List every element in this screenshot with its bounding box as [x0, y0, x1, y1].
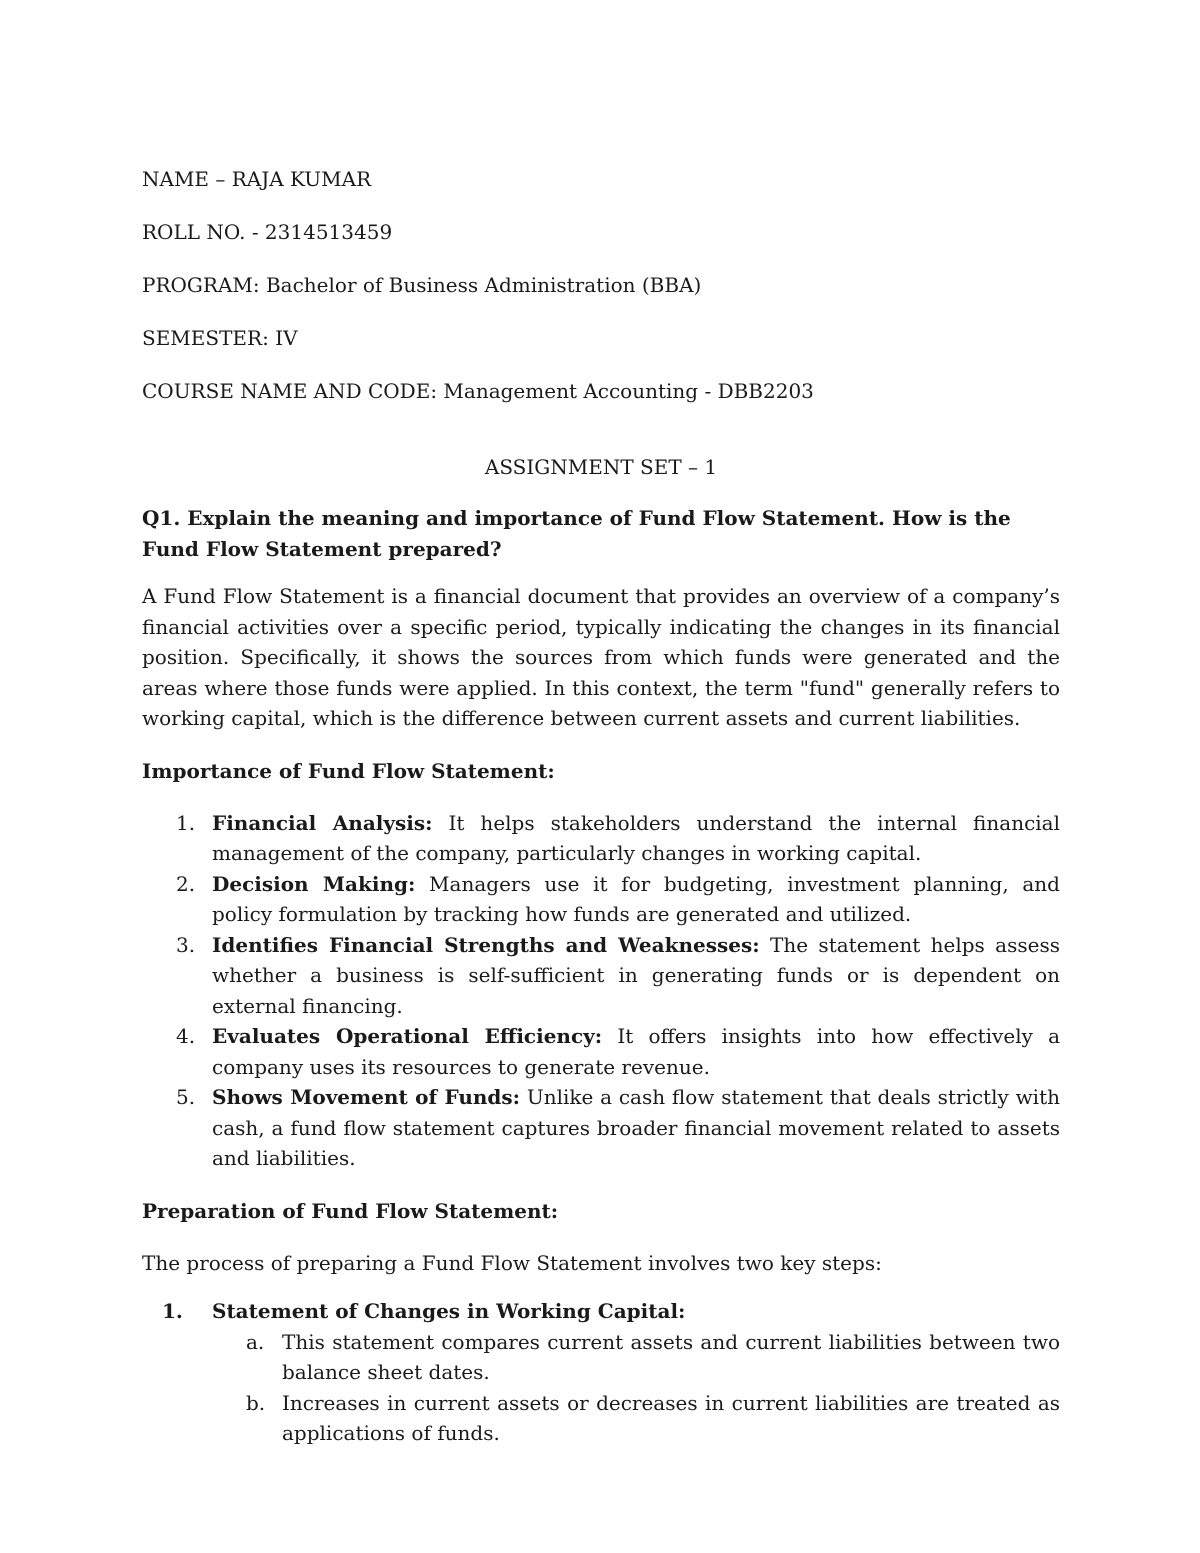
- list-item: [142, 930, 1060, 1022]
- step-title: Statement of Changes in Working Capital:: [212, 1299, 686, 1323]
- course-name-code: COURSE NAME AND CODE: Management Accounting - DBB2203: [142, 379, 814, 403]
- list-item-term: Identifies Financial Strengths and Weaknesses:: [212, 932, 760, 957]
- semester: SEMESTER: IV: [142, 326, 298, 350]
- substep-letter: a.: [246, 1329, 265, 1354]
- step-item: [142, 1296, 1060, 1449]
- roll-number: ROLL NO. - 2314513459: [142, 220, 393, 244]
- list-item-text: Unlike a cash flow statement that deals strictly with cash, a fund flow statement captures broader financial movement related to assets and liabilities.: [212, 1085, 1060, 1170]
- list-item-text: Managers use it for budgeting, investment planning, and policy formulation by tracking how funds are generated and utilized.: [212, 871, 1060, 926]
- substep-text: This statement compares current assets and current liabilities between two balance sheet dates.: [282, 1329, 1060, 1384]
- intro-paragraph: A Fund Flow Statement is a financial document that provides an overview of a company’s financial activities over a specific period, typically indicating the changes in its financial position. Specifically, it shows the sources from which funds were generated and the areas where those funds were applied. In this context, the term "fund" generally refers to working capital, which is the difference between current assets and current liabilities.: [142, 584, 1060, 730]
- importance-list: [142, 808, 1060, 1174]
- substep-letter: b.: [246, 1390, 266, 1415]
- document-page: [142, 165, 1060, 1449]
- list-item: [142, 1021, 1060, 1082]
- substep-list: [142, 1327, 1060, 1449]
- list-number: 3.: [176, 932, 196, 957]
- student-name: NAME – RAJA KUMAR: [142, 167, 372, 191]
- program: PROGRAM: Bachelor of Business Administration (BBA): [142, 273, 702, 297]
- list-item-term: Financial Analysis:: [212, 810, 433, 835]
- list-item-text: It helps stakeholders understand the internal financial management of the company, particularly changes in working capital.: [212, 810, 1061, 865]
- list-number: 1.: [176, 810, 196, 835]
- list-number: 2.: [176, 871, 196, 896]
- list-item-term: Shows Movement of Funds:: [212, 1085, 521, 1109]
- substep-text: Increases in current assets or decreases in current liabilities are treated as applications of funds.: [282, 1390, 1060, 1445]
- step-number: 1.: [162, 1299, 183, 1323]
- preparation-heading: Preparation of Fund Flow Statement:: [142, 1198, 559, 1223]
- preparation-steps: [142, 1296, 1060, 1449]
- list-number: 4.: [176, 1024, 196, 1048]
- list-item-text: It offers insights into how effectively a company uses its resources to generate revenue.: [212, 1024, 1061, 1079]
- list-item-text: The statement helps assess whether a business is self-sufficient in generating funds or is dependent on external financing.: [212, 932, 1060, 1018]
- substep-item: [142, 1327, 1060, 1388]
- substep-item: [142, 1388, 1060, 1449]
- importance-heading: Importance of Fund Flow Statement:: [142, 758, 555, 783]
- list-item: [142, 869, 1060, 930]
- list-item: [142, 1082, 1060, 1174]
- list-item: [142, 808, 1060, 869]
- preparation-intro: The process of preparing a Fund Flow Statement involves two key steps:: [142, 1250, 882, 1275]
- list-item-term: Decision Making:: [212, 871, 416, 896]
- list-number: 5.: [176, 1085, 196, 1109]
- question-heading: Q1. Explain the meaning and importance of Fund Flow Statement. How is the Fund Flow Statement prepared?: [142, 506, 1011, 561]
- list-item-term: Evaluates Operational Efficiency:: [212, 1024, 603, 1048]
- assignment-title: ASSIGNMENT SET – 1: [484, 455, 718, 479]
